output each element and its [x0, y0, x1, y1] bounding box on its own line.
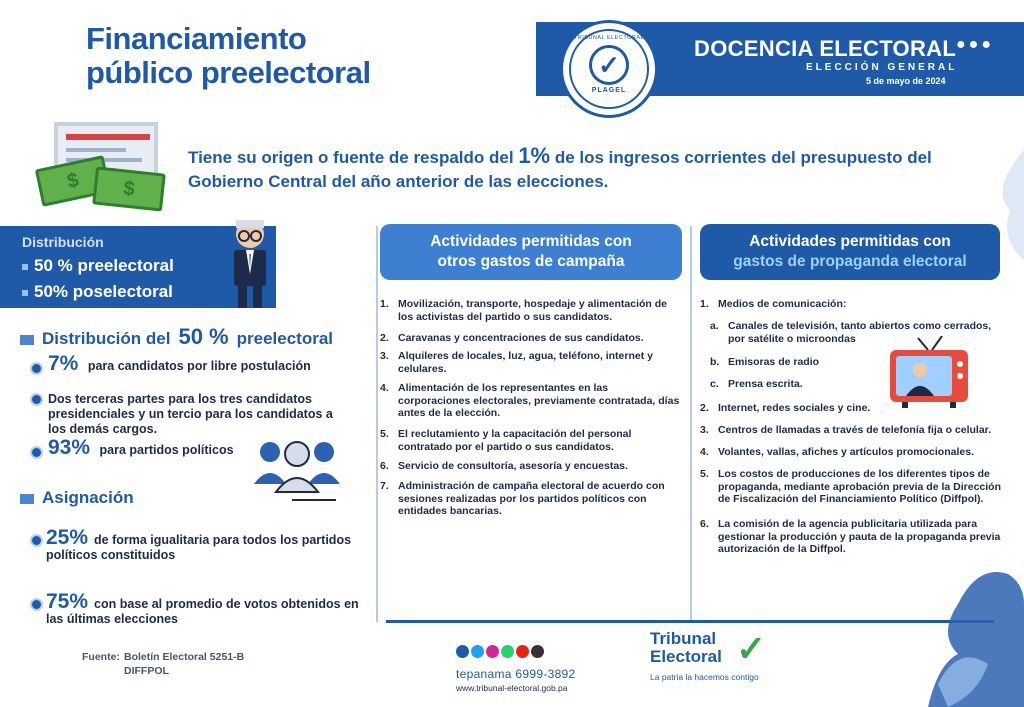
list-item: 5. El reclutamiento y la capacitación del personal contratado por el partido o sus candidatos. [380, 428, 632, 453]
header-band [536, 22, 1024, 96]
square-bullet-icon [22, 290, 28, 296]
origin-highlight: 1% [518, 143, 551, 168]
list-item-text: Canales de televisión, tanto abiertos como cerrados, por satélite o microondas [728, 320, 992, 345]
money-illustration [38, 122, 178, 212]
decorative-splash [928, 544, 1024, 707]
dist50-item [48, 392, 348, 437]
youtube-icon[interactable] [516, 645, 529, 658]
dist50-item-text: para candidatos por libre postulación [87, 359, 311, 373]
docencia-heading: DOCENCIA ELECTORAL [694, 36, 957, 61]
plagel-seal-logo [560, 20, 658, 118]
dollar-bill-icon: $ [92, 166, 166, 211]
list-item-text: Movilización, transporte, hospedaje y alimentación de los activistas del partido o sus candidatos. [398, 298, 667, 323]
square-bullet-icon [22, 264, 28, 270]
eleccion-subtitle: ELECCIÓN GENERAL [806, 62, 958, 73]
election-date: 5 de mayo de 2024 [866, 76, 946, 86]
dist50-item-text: Dos terceras partes para los tres candidatos presidenciales y un tercio para los candidatos a los demás cargos. [48, 392, 333, 436]
bullet-dot-icon [32, 364, 41, 373]
list-item-text: Los costos de producciones de los diferentes tipos de propaganda, mediante aprobación previa de la Dirección de Fiscalización del Financiamiento Político (Diffpol). [718, 468, 1001, 505]
list-item-text: Alimentación de los representantes en las corporaciones electorales, previamente contratada, días antes de la elección. [398, 382, 680, 419]
list-item: 6. Servicio de consultoría, asesoría y encuestas. [380, 460, 628, 472]
facebook-icon[interactable] [456, 645, 469, 658]
list-item-text: El reclutamiento y la capacitación del personal contratado por el partido o sus candidatos. [398, 428, 632, 453]
tribunal-electoral-logo [650, 630, 780, 682]
list-item: 1. Movilización, transporte, hospedaje y alimentación de los activistas del partido o sus candidatos. [380, 298, 667, 323]
asignacion-item [46, 526, 362, 563]
instagram-icon[interactable] [486, 645, 499, 658]
source-line-2: DIFFPOL [124, 665, 169, 677]
list-item-text: Emisoras de radio [728, 356, 820, 368]
bullet-dot-icon [32, 395, 41, 404]
col2-header [700, 224, 1000, 280]
origin-text-before: Tiene su origen o fuente de respaldo del [188, 148, 519, 167]
dollar-bill-icon: $ [35, 155, 111, 207]
list-item-text: Volantes, vallas, afiches y artículos promocionales. [718, 446, 974, 458]
dist50-item [48, 352, 368, 375]
sub-list-item: b. Emisoras de radio [710, 356, 820, 368]
logo-slogan: La patria la hacemos contigo [650, 672, 759, 682]
col2-header-line1: Actividades permitidas con [749, 233, 951, 250]
social-block [456, 645, 576, 693]
list-item: 5. Los costos de producciones de los diferentes tipos de propaganda, mediante aprobación previa de la Dirección de Fiscalización del Financiamiento Político (Diffpol). [700, 468, 1001, 505]
sub-list-item: c. Prensa escrita. [710, 378, 803, 390]
twitter-icon[interactable] [471, 645, 484, 658]
title-line-1: Financiamiento [86, 21, 307, 56]
list-item-text: Centros de llamadas a través de telefonía fija o celular. [718, 424, 992, 436]
asignacion-title: Asignación [42, 488, 134, 507]
col1-header [380, 224, 682, 280]
businessman-illustration [222, 214, 278, 310]
bullet-dot-icon [32, 448, 41, 457]
distribucion-item [22, 256, 174, 276]
square-bullet-icon [20, 494, 34, 504]
seal-top-text: TRIBUNAL ELECTORAL [573, 35, 645, 41]
list-item: 7. Administración de campaña electoral de acuerdo con sesiones realizadas por los partidos políticos con entidades bancarias. [380, 480, 665, 517]
list-item-text: Servicio de consultoría, asesoría y encuestas. [398, 460, 628, 472]
bullet-dot-icon [32, 536, 41, 545]
list-item: 2. Internet, redes sociales y cine. [700, 402, 871, 414]
asignacion-item-pct: 75% [46, 590, 89, 613]
tiktok-icon[interactable] [531, 645, 544, 658]
source-note [82, 650, 245, 678]
decorative-splash [970, 150, 1024, 260]
dist50-item-text: para partidos políticos [99, 443, 234, 457]
col1-header-line2: otros gastos de campaña [437, 253, 625, 270]
asignacion-item-pct: 25% [46, 526, 89, 549]
list-item-text: Internet, redes sociales y cine. [718, 402, 871, 414]
dots-decoration: ●●● [956, 36, 994, 53]
origin-statement [188, 144, 958, 194]
people-group-icon [252, 434, 342, 504]
dist50-heading [20, 324, 333, 350]
list-item-text: Prensa escrita. [728, 378, 803, 390]
source-line-1: Boletín Electoral 5251-B [124, 651, 245, 663]
list-item-text: Alquileres de locales, luz, agua, teléfono, internet y celulares. [398, 350, 653, 375]
distribucion-item-label: 50% poselectoral [34, 282, 173, 301]
column-divider [690, 226, 692, 622]
square-bullet-icon [20, 335, 34, 345]
origin-text-after: de los ingresos corrientes del presupuesto del Gobierno Central del año anterior de las elecciones. [188, 148, 932, 191]
title-line-2: público preelectoral [86, 55, 371, 90]
bottom-divider [386, 620, 994, 623]
list-item: 2. Caravanas y concentraciones de sus candidatos. [380, 332, 644, 344]
check-icon: ✓ [589, 45, 629, 85]
website-link[interactable]: www.tribunal-electoral.gob.pa [456, 683, 568, 693]
asignacion-item-text: con base al promedio de votos obtenidos en las últimas elecciones [46, 597, 359, 626]
list-item: 3. Centros de llamadas a través de telefonía fija o celular. [700, 424, 992, 436]
list-item-text: Administración de campaña electoral de acuerdo con sesiones realizadas por los partidos políticos con entidades bancarias. [398, 480, 665, 517]
asignacion-heading [20, 488, 134, 508]
asignacion-item [46, 590, 362, 627]
doc-header-bar [66, 134, 150, 140]
source-label: Fuente: [82, 651, 120, 663]
asignacion-item-text: de forma igualitaria para todos los partidos políticos constituidos [46, 533, 352, 562]
column-divider [376, 226, 378, 622]
page-title [86, 22, 371, 90]
dist50-suffix: preelectoral [236, 329, 334, 348]
social-icons [456, 645, 576, 663]
television-icon [888, 336, 970, 410]
logo-line-1: Tribunal [650, 629, 717, 648]
doc-line [66, 148, 126, 152]
check-icon: ✓ [736, 628, 767, 669]
col1-header-line1: Actividades permitidas con [430, 233, 632, 250]
bullet-dot-icon [32, 600, 41, 609]
list-item: 6. La comisión de la agencia publicitaria utilizada para gestionar la producción y pauta de la propaganda previa autorización de la Diffpol. [700, 518, 1001, 555]
col2-header-line2: gastos de propaganda electoral [733, 253, 967, 270]
distribucion-item [22, 282, 173, 302]
whatsapp-icon[interactable] [501, 645, 514, 658]
dist50-item-pct: 93% [48, 436, 91, 459]
seal-name: PLAGEL [591, 87, 627, 94]
distribucion-label: Distribución [22, 234, 104, 250]
distribucion-item-label: 50 % preelectoral [34, 256, 174, 275]
list-item: 4. Alimentación de los representantes en las corporaciones electorales, previamente contratada, días antes de la elección. [380, 382, 680, 419]
list-item: 1. Medios de comunicación: [700, 298, 847, 310]
dist50-item-pct: 7% [48, 352, 79, 375]
list-item-text: Medios de comunicación: [718, 298, 847, 310]
sub-list-item: a. Canales de televisión, tanto abiertos como cerrados, por satélite o microondas [710, 320, 992, 345]
dist50-number: 50 % [178, 324, 229, 349]
dist50-prefix: Distribución del [42, 329, 171, 348]
list-item: 3. Alquileres de locales, luz, agua, teléfono, internet y celulares. [380, 350, 653, 375]
list-item-text: Caravanas y concentraciones de sus candidatos. [398, 332, 644, 344]
list-item: 4. Volantes, vallas, afiches y artículos promocionales. [700, 446, 974, 458]
list-item-text: La comisión de la agencia publicitaria utilizada para gestionar la producción y pauta de la propaganda previa autorización de la Diffpol. [718, 518, 1001, 555]
logo-line-2: Electoral [650, 647, 722, 666]
social-handle: tepanama 6999-3892 [456, 667, 576, 681]
